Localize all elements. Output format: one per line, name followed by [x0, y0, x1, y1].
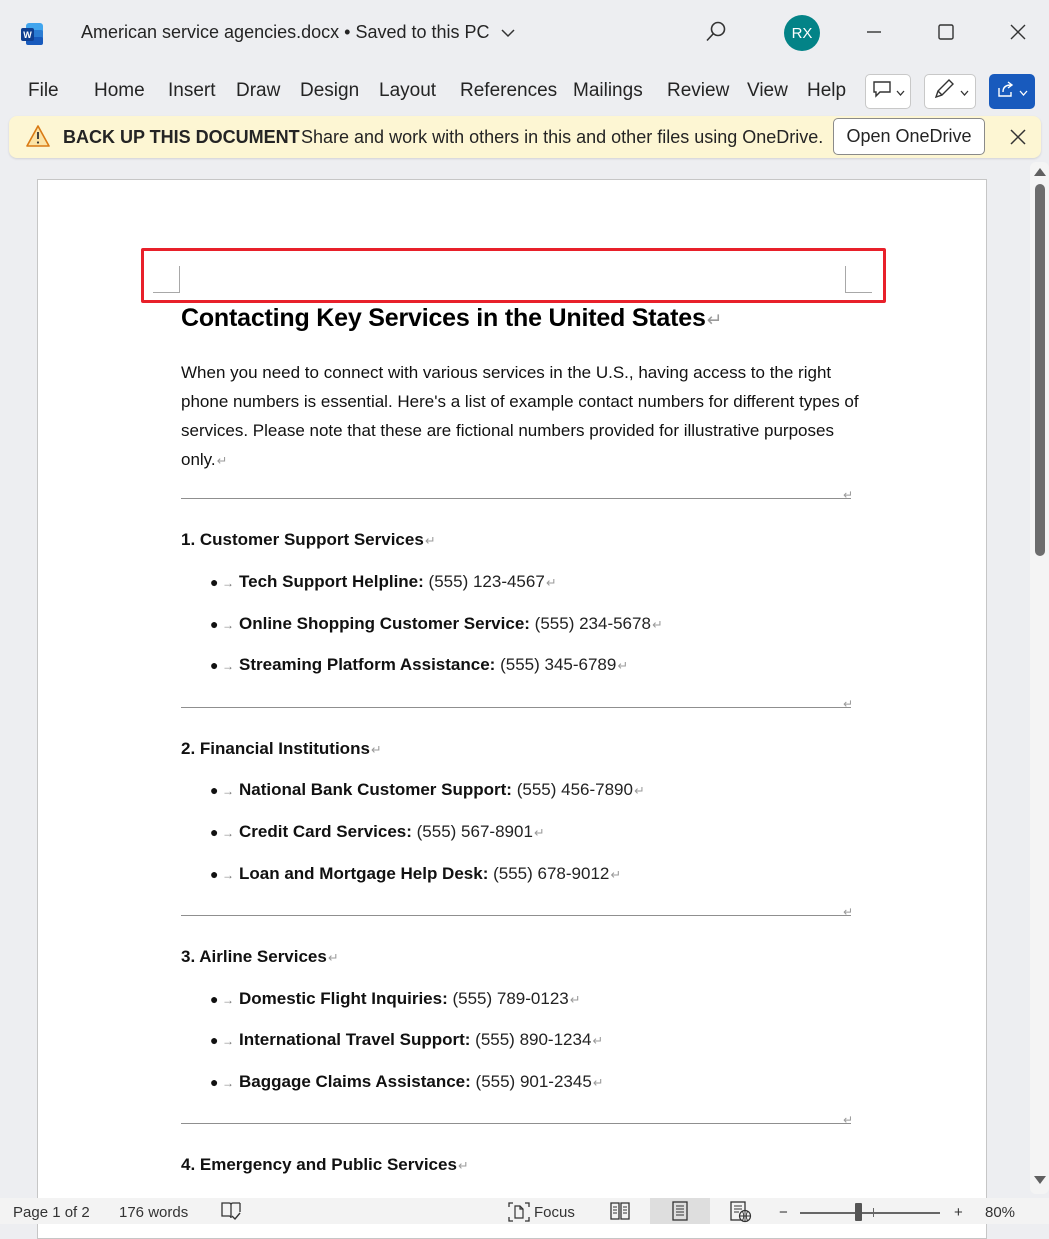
status-bar — [0, 1198, 1049, 1224]
zoom-in-button[interactable]: + — [954, 1204, 963, 1221]
maximize-icon — [937, 23, 955, 46]
item-label: Baggage Claims Assistance: — [239, 1072, 471, 1091]
zoom-100-tick — [873, 1208, 874, 1217]
bullet-icon: ● — [210, 782, 219, 798]
pen-icon — [932, 77, 956, 106]
phone-number: (555) 789-0123 — [452, 989, 569, 1008]
paragraph-mark: ↵ — [843, 697, 854, 711]
vertical-scrollbar[interactable] — [1030, 162, 1049, 1194]
close-icon — [1009, 23, 1027, 46]
document-title[interactable] — [81, 22, 515, 43]
banner-message: Share and work with others in this and other files using OneDrive. — [301, 127, 824, 147]
page-count[interactable]: Page 1 of 2 — [13, 1204, 90, 1221]
paragraph-mark: ↵ — [457, 1158, 469, 1173]
list-item[interactable] — [210, 822, 545, 842]
phone-number: (555) 456-7890 — [516, 780, 633, 799]
tab-file[interactable]: File — [28, 80, 59, 101]
minimize-button[interactable] — [858, 18, 890, 50]
comments-button[interactable] — [865, 74, 911, 109]
tab-references[interactable]: References — [460, 80, 558, 101]
paragraph-mark: ↵ — [843, 1113, 854, 1127]
tab-draw[interactable]: Draw — [236, 80, 281, 101]
paragraph-mark: ↵ — [533, 825, 545, 840]
tab-review[interactable]: Review — [667, 80, 730, 101]
bullet-icon: ● — [210, 616, 219, 632]
bullet-icon: ● — [210, 657, 219, 673]
heading-text: Contacting Key Services in the United States — [181, 304, 706, 332]
bullet-icon: ● — [210, 991, 219, 1007]
tab-layout[interactable]: Layout — [379, 80, 437, 101]
close-icon — [1007, 126, 1029, 148]
paragraph-mark: ↵ — [327, 950, 339, 965]
tab-home[interactable]: Home — [94, 80, 145, 101]
minimize-icon — [865, 23, 883, 46]
tab-help[interactable]: Help — [807, 80, 847, 101]
list-item[interactable] — [210, 1072, 603, 1092]
zoom-level[interactable]: 80% — [985, 1204, 1016, 1221]
chevron-down-icon — [1019, 83, 1028, 101]
backup-banner — [9, 116, 1041, 158]
horizontal-rule — [181, 915, 851, 916]
phone-number: (555) 890-1234 — [475, 1030, 592, 1049]
banner-title: BACK UP THIS DOCUMENT — [63, 127, 300, 147]
paragraph-mark: ↵ — [592, 1075, 604, 1090]
chevron-down-icon — [960, 83, 969, 101]
bullet-icon: ● — [210, 824, 219, 840]
paragraph-mark: ↵ — [843, 488, 854, 502]
margin-corner-mark-left — [153, 266, 180, 293]
tab-view[interactable]: View — [747, 80, 788, 101]
item-label: Online Shopping Customer Service: — [239, 614, 530, 633]
focus-button[interactable]: Focus — [534, 1204, 575, 1221]
word-app-icon — [20, 22, 44, 46]
paragraph-mark: ↵ — [569, 992, 581, 1007]
search-button[interactable] — [700, 18, 732, 50]
tab-arrow-icon: → — [222, 826, 234, 840]
editing-mode-button[interactable] — [924, 74, 976, 109]
read-mode-icon[interactable] — [609, 1201, 631, 1225]
item-label: National Bank Customer Support: — [239, 780, 512, 799]
close-window-button[interactable] — [1002, 18, 1034, 50]
paragraph-mark: ↵ — [424, 533, 436, 548]
phone-number: (555) 123-4567 — [428, 572, 545, 591]
phone-number: (555) 901-2345 — [475, 1072, 592, 1091]
tab-arrow-icon: → — [222, 868, 234, 882]
zoom-slider-thumb[interactable] — [855, 1203, 862, 1221]
document-heading[interactable] — [181, 304, 722, 333]
user-avatar[interactable] — [784, 15, 820, 51]
bullet-icon: ● — [210, 1032, 219, 1048]
section-heading[interactable] — [181, 1155, 469, 1175]
section-heading[interactable] — [181, 739, 382, 759]
phone-number: (555) 234-5678 — [534, 614, 651, 633]
tab-arrow-icon: → — [222, 993, 234, 1007]
tab-design[interactable]: Design — [300, 80, 360, 101]
paragraph-mark: ↵ — [370, 742, 382, 757]
tab-insert[interactable]: Insert — [168, 80, 216, 101]
chevron-down-icon — [896, 83, 905, 101]
avatar-initials: RX — [791, 24, 813, 42]
section-heading-text: 4. Emergency and Public Services — [181, 1155, 457, 1174]
scrollbar-thumb[interactable] — [1035, 184, 1045, 556]
item-label: International Travel Support: — [239, 1030, 471, 1049]
chevron-down-icon — [501, 22, 515, 43]
phone-number: (555) 678-9012 — [493, 864, 610, 883]
bullet-icon: ● — [210, 574, 219, 590]
item-label: Loan and Mortgage Help Desk: — [239, 864, 489, 883]
focus-icon[interactable] — [507, 1201, 531, 1227]
warning-icon — [25, 124, 51, 153]
list-item[interactable] — [210, 864, 621, 884]
bullet-icon: ● — [210, 1074, 219, 1090]
item-label: Credit Card Services: — [239, 822, 412, 841]
paragraph-mark: ↵ — [651, 617, 663, 632]
paragraph-mark: ↵ — [617, 658, 629, 673]
paragraph-mark: ↵ — [592, 1033, 604, 1048]
list-item[interactable] — [210, 780, 645, 800]
paragraph-mark: ↵ — [216, 453, 228, 468]
list-item[interactable] — [210, 572, 557, 592]
open-onedrive-button[interactable]: Open OneDrive — [833, 118, 985, 155]
horizontal-rule — [181, 498, 851, 499]
proofing-book-icon[interactable] — [220, 1201, 242, 1225]
bullet-icon: ● — [210, 866, 219, 882]
list-item[interactable] — [210, 614, 663, 634]
intro-text: When you need to connect with various services in the U.S., having access to the right phone numbers is essential. Here's a list of example contact numbers for different types of services. Please note that these are fictional numbers provided for illustrative purposes only. — [181, 363, 859, 469]
paragraph-mark: ↵ — [633, 783, 645, 798]
save-status: Saved to this PC — [355, 22, 490, 42]
web-layout-icon[interactable] — [729, 1201, 753, 1227]
section-heading[interactable] — [181, 530, 436, 550]
paragraph-mark: ↵ — [610, 867, 622, 882]
list-item[interactable] — [210, 1030, 603, 1050]
scroll-down-arrow-icon[interactable] — [1034, 1176, 1046, 1184]
phone-number: (555) 345-6789 — [500, 655, 617, 674]
phone-number: (555) 567-8901 — [416, 822, 533, 841]
margin-corner-mark-right — [845, 266, 872, 293]
word-count[interactable]: 176 words — [119, 1204, 189, 1221]
item-label: Domestic Flight Inquiries: — [239, 989, 448, 1008]
doc-filename: American service agencies.docx — [81, 22, 340, 42]
comment-icon — [872, 80, 892, 103]
zoom-out-button[interactable]: − — [779, 1204, 788, 1221]
svg-text:W: W — [23, 30, 32, 40]
horizontal-rule — [181, 707, 851, 708]
tab-mailings[interactable]: Mailings — [573, 80, 643, 101]
title-bar — [0, 0, 1049, 68]
share-icon — [997, 80, 1015, 103]
header-highlight-box — [141, 248, 886, 303]
tab-arrow-icon: → — [222, 1076, 234, 1090]
scroll-up-arrow-icon[interactable] — [1034, 168, 1046, 176]
print-layout-icon[interactable] — [670, 1201, 690, 1225]
tab-arrow-icon: → — [222, 618, 234, 632]
list-item[interactable] — [210, 989, 580, 1009]
paragraph-mark: ↵ — [545, 575, 557, 590]
title-separator: • — [339, 22, 356, 42]
tab-arrow-icon: → — [222, 576, 234, 590]
maximize-button[interactable] — [930, 18, 962, 50]
section-heading-text: 3. Airline Services — [181, 947, 327, 966]
list-item[interactable] — [210, 655, 628, 675]
item-label: Streaming Platform Assistance: — [239, 655, 496, 674]
horizontal-rule — [181, 1123, 851, 1124]
section-heading-text: 2. Financial Institutions — [181, 739, 370, 758]
share-button[interactable] — [989, 74, 1035, 109]
search-icon — [704, 20, 728, 49]
tab-arrow-icon: → — [222, 1034, 234, 1048]
paragraph-mark: ↵ — [843, 905, 854, 919]
close-banner-button[interactable] — [1007, 126, 1029, 148]
item-label: Tech Support Helpline: — [239, 572, 424, 591]
zoom-slider[interactable] — [800, 1212, 940, 1214]
tab-arrow-icon: → — [222, 659, 234, 673]
paragraph-mark: ↵ — [706, 309, 723, 330]
section-heading[interactable] — [181, 947, 339, 967]
section-heading-text: 1. Customer Support Services — [181, 530, 424, 549]
intro-paragraph[interactable] — [181, 358, 861, 475]
tab-arrow-icon: → — [222, 784, 234, 798]
